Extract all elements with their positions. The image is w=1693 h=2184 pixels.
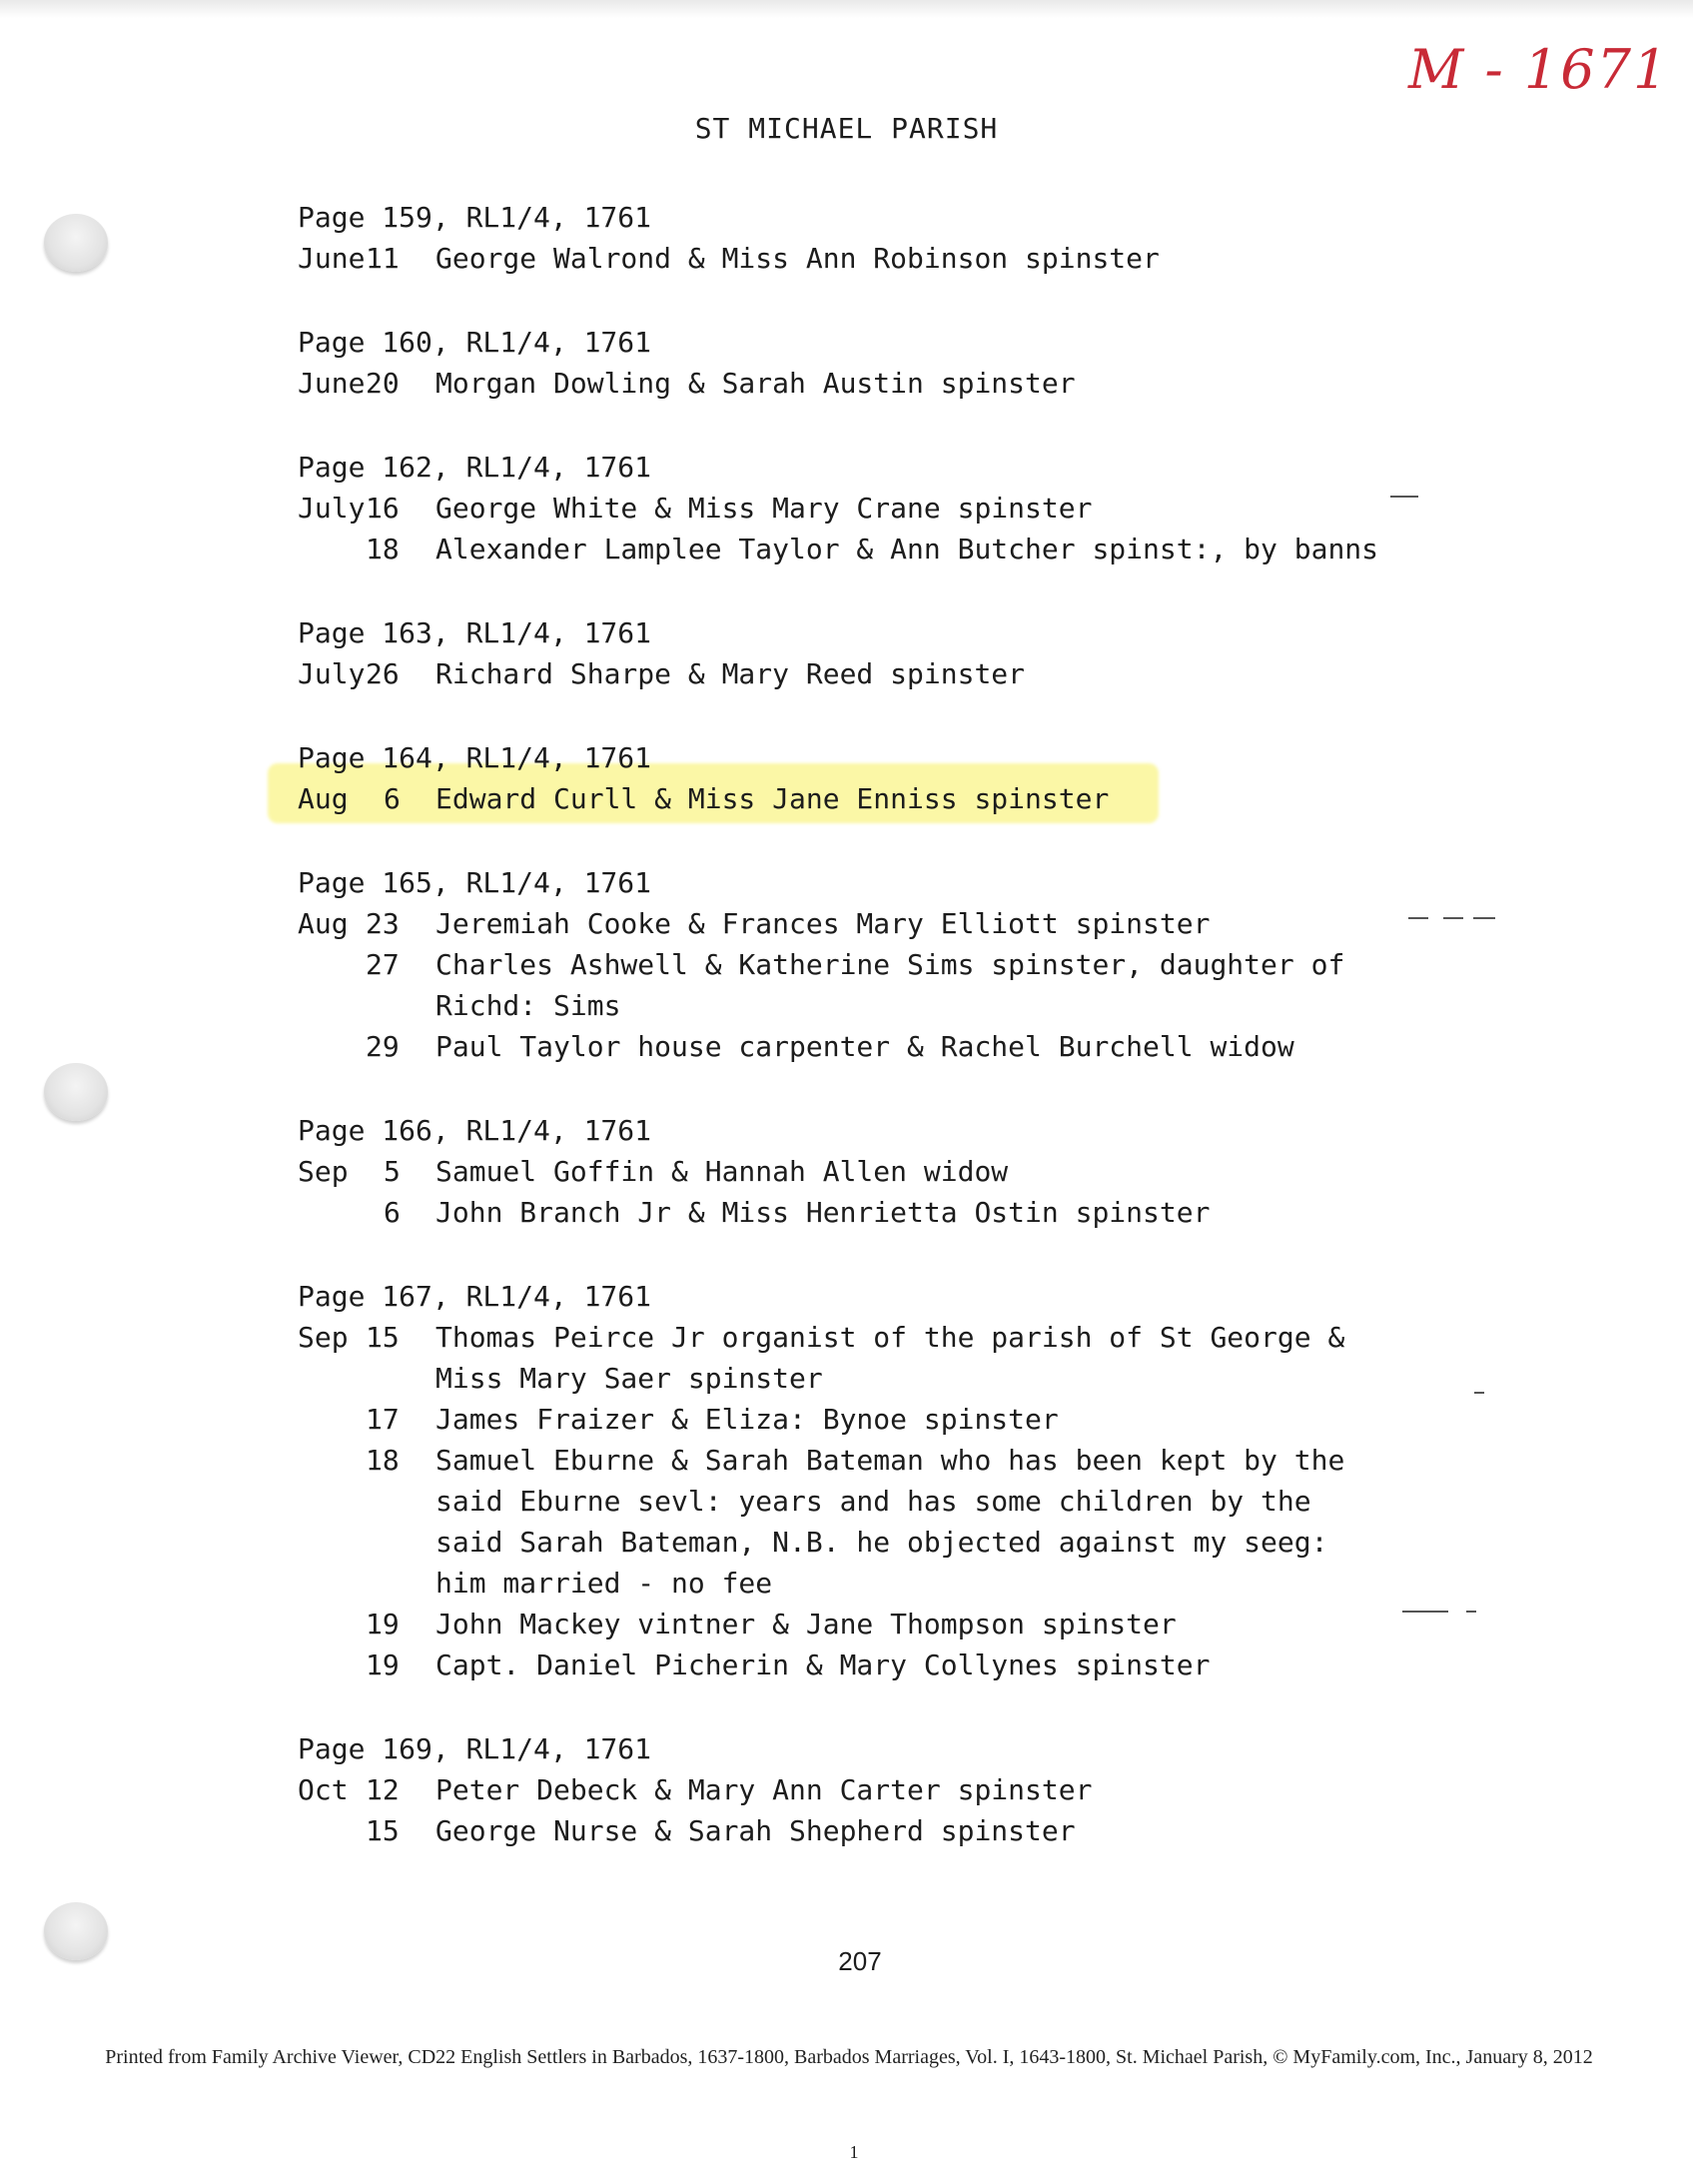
entry-month: Aug <box>298 907 349 940</box>
entry-row: Richard Sharpe & Mary Reed spinster <box>435 657 1026 690</box>
entry-row: said Sarah Bateman, N.B. he objected against my seeg: <box>435 1526 1328 1559</box>
entry-day: 11 <box>366 242 400 275</box>
entry-day: 15 <box>366 1321 400 1354</box>
entry-row: Peter Debeck & Mary Ann Carter spinster <box>435 1773 1093 1806</box>
entry-row: George Walrond & Miss Ann Robinson spinster <box>435 242 1160 275</box>
punch-hole-middle <box>44 1063 108 1121</box>
entry-row: Miss Mary Saer spinster <box>435 1362 823 1395</box>
entry-row: George White & Miss Mary Crane spinster <box>435 492 1093 525</box>
margin-mark <box>1466 1611 1476 1613</box>
entry-row: said Eburne sevl: years and has some children by the <box>435 1485 1311 1518</box>
page-reference: Page 169, RL1/4, 1761 <box>298 1732 652 1765</box>
margin-mark <box>1402 1611 1448 1613</box>
page-reference: Page 165, RL1/4, 1761 <box>298 866 652 899</box>
entry-day: 23 <box>366 907 400 940</box>
scan-edge-shadow <box>0 0 1693 18</box>
entry-row: Paul Taylor house carpenter & Rachel Burchell widow <box>435 1030 1294 1063</box>
page-reference: Page 167, RL1/4, 1761 <box>298 1280 652 1313</box>
entry-row: James Fraizer & Eliza: Bynoe spinster <box>435 1403 1059 1436</box>
entry-day: 16 <box>366 492 400 525</box>
entry-month: Sep <box>298 1321 349 1354</box>
entry-day: 15 <box>366 1814 400 1847</box>
entry-month: Sep <box>298 1155 349 1188</box>
entry-day: 5 <box>384 1155 401 1188</box>
print-footer: Printed from Family Archive Viewer, CD22 English Settlers in Barbados, 1637-1800, Barbados Marriages, Vol. I, 1643-1800, St. Michael Parish, © MyFamily.com, Inc., January 8, 2012 <box>105 2046 1593 2068</box>
entry-row: Capt. Daniel Picherin & Mary Collynes spinster <box>435 1648 1211 1681</box>
margin-mark <box>1390 496 1418 498</box>
entry-day: 17 <box>366 1403 400 1436</box>
margin-mark <box>1443 917 1463 919</box>
entry-month: July <box>298 492 366 525</box>
entry-row: Jeremiah Cooke & Frances Mary Elliott spinster <box>435 907 1211 940</box>
entry-month: Aug <box>298 782 349 815</box>
page-reference: Page 163, RL1/4, 1761 <box>298 616 652 649</box>
entry-row: Morgan Dowling & Sarah Austin spinster <box>435 367 1076 400</box>
entry-month: July <box>298 657 366 690</box>
entry-day: 6 <box>384 1196 401 1229</box>
entry-month: June <box>298 242 366 275</box>
entry-day: 20 <box>366 367 400 400</box>
entry-day: 26 <box>366 657 400 690</box>
page-reference: Page 166, RL1/4, 1761 <box>298 1114 652 1147</box>
page-reference: Page 160, RL1/4, 1761 <box>298 326 652 359</box>
entry-day: 29 <box>366 1030 400 1063</box>
margin-mark <box>1473 917 1495 919</box>
entry-day: 27 <box>366 948 400 981</box>
entry-row: Richd: Sims <box>435 989 621 1022</box>
entry-day: 19 <box>366 1608 400 1640</box>
entry-row: John Branch Jr & Miss Henrietta Ostin spinster <box>435 1196 1211 1229</box>
entry-row: John Mackey vintner & Jane Thompson spinster <box>435 1608 1177 1640</box>
entry-row: him married - no fee <box>435 1567 773 1600</box>
entry-day: 18 <box>366 1444 400 1477</box>
highlighted-entry: Edward Curll & Miss Jane Enniss spinster <box>435 782 1110 815</box>
page-title: ST MICHAEL PARISH <box>694 112 999 145</box>
page-number: 207 <box>838 1946 882 1976</box>
entry-row: Samuel Goffin & Hannah Allen widow <box>435 1155 1009 1188</box>
entry-row: George Nurse & Sarah Shepherd spinster <box>435 1814 1076 1847</box>
entry-day: 18 <box>366 533 400 565</box>
punch-hole-top <box>44 214 108 272</box>
margin-mark <box>1408 917 1428 919</box>
entry-row: Thomas Peirce Jr organist of the parish of St George & <box>435 1321 1345 1354</box>
margin-mark <box>1474 1392 1484 1394</box>
handwritten-reference: M - 1671 <box>1408 38 1670 101</box>
page-reference: Page 162, RL1/4, 1761 <box>298 451 652 484</box>
entry-day: 12 <box>366 1773 400 1806</box>
entry-row: Samuel Eburne & Sarah Bateman who has been kept by the <box>435 1444 1345 1477</box>
entry-row: Charles Ashwell & Katherine Sims spinster, daughter of <box>435 948 1345 981</box>
entry-row: Alexander Lamplee Taylor & Ann Butcher spinst:, by banns <box>435 533 1379 565</box>
entry-day: 6 <box>384 782 401 815</box>
entry-month: Oct <box>298 1773 349 1806</box>
entry-day: 19 <box>366 1648 400 1681</box>
page-reference: Page 164, RL1/4, 1761 <box>298 741 652 774</box>
page-reference: Page 159, RL1/4, 1761 <box>298 201 652 234</box>
entry-month: June <box>298 367 366 400</box>
sheet-number: 1 <box>849 2142 859 2162</box>
